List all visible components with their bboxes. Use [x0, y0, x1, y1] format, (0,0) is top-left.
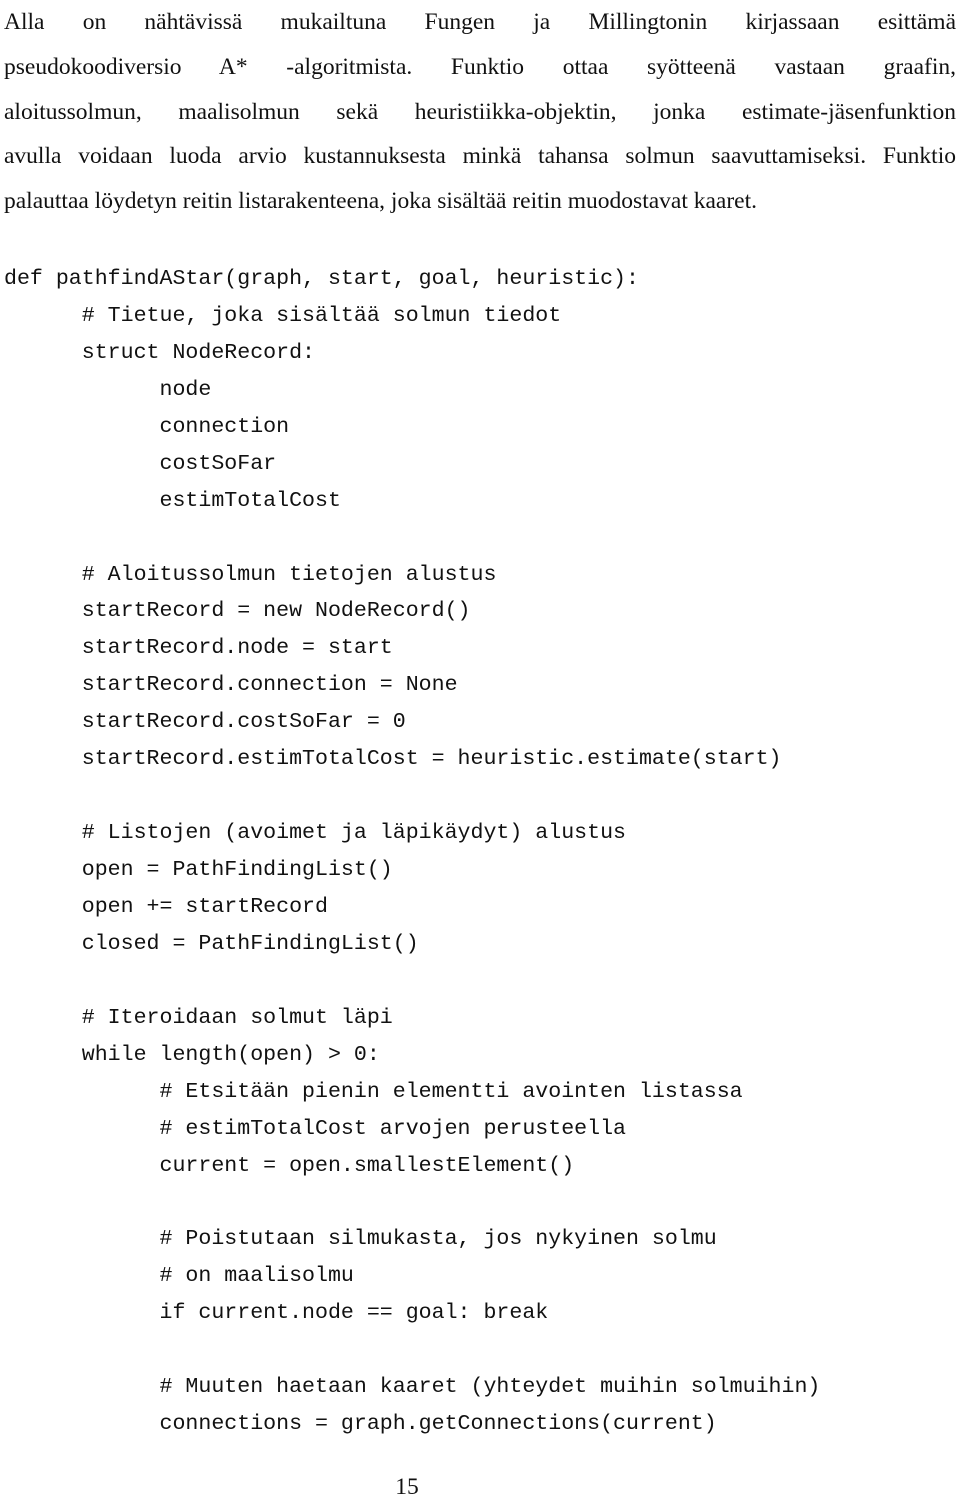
code-line: # Iteroidaan solmut läpi [4, 1005, 393, 1030]
code-line [4, 1184, 820, 1221]
code-line: open = PathFindingList() [4, 858, 393, 882]
page-number: 15 [395, 1474, 419, 1500]
intro-line: palauttaa löydetyn reitin listarakenteena, joka sisältää reitin muodostavat kaaret. [4, 188, 758, 215]
code-line: # Listojen (avoimet ja läpikäydyt) alustus [4, 821, 627, 846]
code-line: startRecord.estimTotalCost = heuristic.estimate(start) [4, 747, 782, 772]
intro-paragraph [4, 0, 956, 224]
code-line [4, 1332, 820, 1369]
intro-line: avulla voidaan luoda arvio kustannuksesta minkä tahansa solmun saavuttamiseksi. Funktio [4, 143, 956, 170]
intro-line: Alla on nähtävissä mukailtuna Fungen ja Millingtonin kirjassaan esittämä [4, 9, 956, 35]
code-line: def pathfindAStar(graph, start, goal, heuristic): [4, 267, 639, 291]
code-line: estimTotalCost [4, 488, 341, 513]
code-line: startRecord.costSoFar = 0 [4, 710, 406, 735]
intro-line: aloitussolmun, maalisolmun sekä heuristiikka-objektin, jonka estimate-jäsenfunktion [4, 98, 956, 125]
code-line: startRecord.node = start [4, 636, 393, 661]
intro-line: pseudokoodiversio A* -algoritmista. Funktio ottaa syötteenä vastaan graafin, [4, 53, 956, 80]
code-line: startRecord.connection = None [4, 673, 458, 698]
code-line: closed = PathFindingList() [4, 931, 419, 956]
code-line [4, 520, 820, 557]
code-line: struct NodeRecord: [4, 340, 316, 365]
code-line: # Aloitussolmun tietojen alustus [4, 562, 497, 587]
code-line: while length(open) > 0: [4, 1042, 380, 1067]
code-line: # estimTotalCost arvojen perusteella [4, 1116, 627, 1141]
code-line: if current.node == goal: break [4, 1301, 549, 1326]
code-line: # Poistutaan silmukasta, jos nykyinen solmu [4, 1227, 717, 1252]
code-line: connections = graph.getConnections(current) [4, 1412, 717, 1437]
code-line: # Tietue, joka sisältää solmun tiedot [4, 303, 562, 328]
code-line: # Muuten haetaan kaaret (yhteydet muihin solmuihin) [4, 1375, 821, 1400]
code-line: node [4, 377, 212, 402]
code-line: startRecord = new NodeRecord() [4, 599, 471, 624]
code-line: current = open.smallestElement() [4, 1153, 575, 1178]
code-line: # Etsitään pienin elementti avointen listassa [4, 1079, 743, 1104]
code-line: connection [4, 414, 290, 439]
code-line [4, 778, 820, 815]
code-line [4, 963, 820, 1000]
code-line: # on maalisolmu [4, 1264, 354, 1289]
pseudocode-block [4, 261, 820, 1443]
code-line: costSoFar [4, 451, 277, 476]
code-line: open += startRecord [4, 894, 328, 919]
